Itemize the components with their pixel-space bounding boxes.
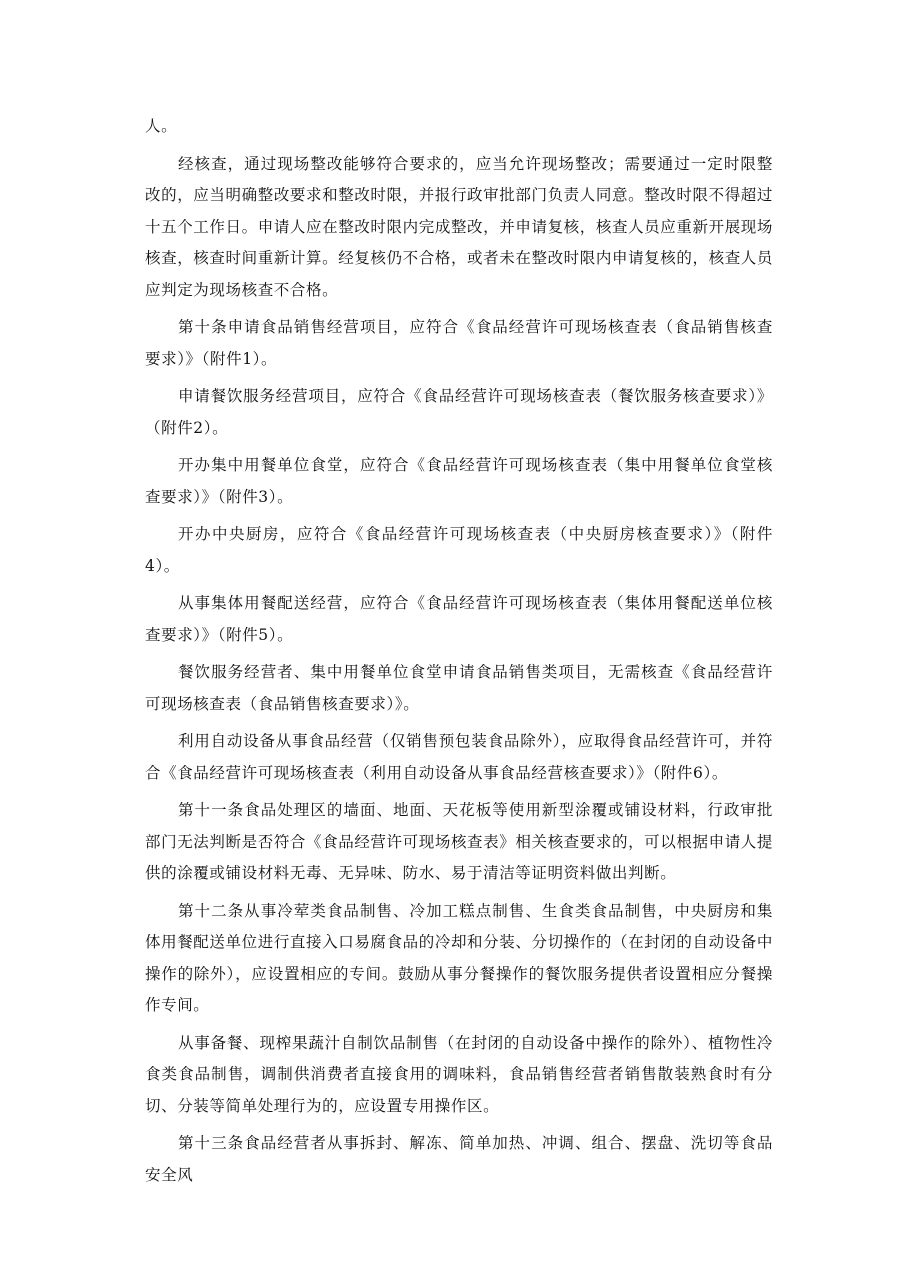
paragraph-article-12: 第十二条从事冷荤类食品制售、冷加工糕点制售、生食类食品制售，中央厨房和集体用餐配送单位进行直接入口易腐食品的冷却和分装、分切操作的（在封闭的自动设备中操作的除外），应设置相应的专间。鼓励从事分餐操作的餐饮服务提供者设置相应分餐操作专间。: [145, 901, 773, 1014]
paragraph-central-kitchen: 开办中央厨房，应符合《食品经营许可现场核查表（中央厨房核查要求）》（附件4）。: [145, 525, 773, 575]
document-body: [145, 111, 773, 1197]
paragraph-automatic-equipment: 利用自动设备从事食品经营（仅销售预包装食品除外），应取得食品经营许可，并符合《食品经营许可现场核查表（利用自动设备从事食品经营核查要求）》（附件6）。: [145, 732, 773, 782]
paragraph-group-meal-delivery: 从事集体用餐配送经营，应符合《食品经营许可现场核查表（集体用餐配送单位核查要求）》（附件5）。: [145, 594, 773, 644]
paragraph-catering-service: 申请餐饮服务经营项目，应符合《食品经营许可现场核查表（餐饮服务核查要求）》（附件2）。: [145, 387, 773, 437]
paragraph-article-13: 第十三条食品经营者从事拆封、解冻、简单加热、冲调、组合、摆盘、洗切等食品安全风: [145, 1134, 773, 1184]
paragraph-article-10: 第十条申请食品销售经营项目，应符合《食品经营许可现场核查表（食品销售核查要求）》（附件1）。: [145, 318, 773, 368]
paragraph-article-11: 第十一条食品处理区的墙面、地面、天花板等使用新型涂覆或铺设材料，行政审批部门无法判断是否符合《食品经营许可现场核查表》相关核查要求的，可以根据申请人提供的涂覆或铺设材料无毒、无异味、防水、易于清洁等证明资料做出判断。: [145, 801, 773, 882]
paragraph-rectification: 经核查，通过现场整改能够符合要求的，应当允许现场整改；需要通过一定时限整改的，应当明确整改要求和整改时限，并报行政审批部门负责人同意。整改时限不得超过十五个工作日。申请人应在整改时限内完成整改，并申请复核，核查人员应重新开展现场核查，核查时间重新计算。经复核仍不合格，或者未在整改时限内申请复核的，核查人员应判定为现场核查不合格。: [145, 154, 773, 299]
paragraph-continuation: 人。: [145, 117, 178, 135]
paragraph-dedicated-area: 从事备餐、现榨果蔬汁自制饮品制售（在封闭的自动设备中操作的除外）、植物性冷食类食品制售，调制供消费者直接食用的调味料，食品销售经营者销售散装熟食时有分切、分装等简单处理行为的，应设置专用操作区。: [145, 1033, 773, 1115]
paragraph-canteen: 开办集中用餐单位食堂，应符合《食品经营许可现场核查表（集中用餐单位食堂核查要求）》（附件3）。: [145, 456, 773, 506]
paragraph-no-sales-check: 餐饮服务经营者、集中用餐单位食堂申请食品销售类项目，无需核查《食品经营许可现场核查表（食品销售核查要求）》。: [145, 663, 773, 713]
